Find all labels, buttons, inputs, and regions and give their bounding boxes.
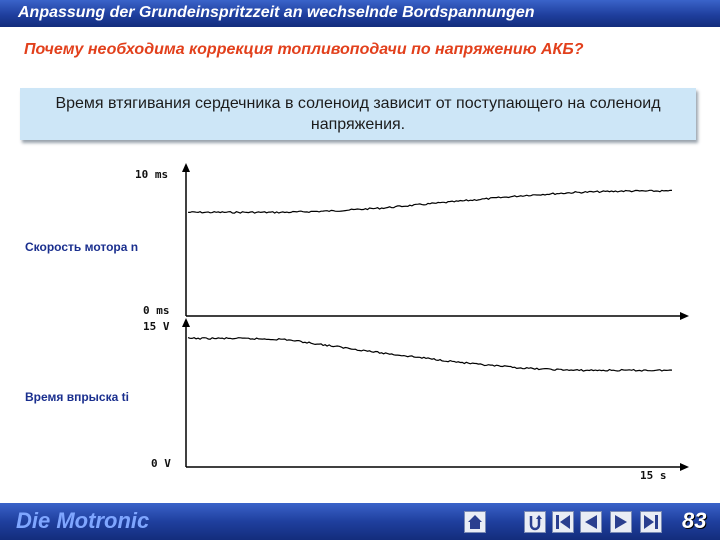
return-icon[interactable] [524,511,546,533]
first-page-icon[interactable] [552,511,574,533]
bottom-y-axis-arrow [182,318,190,327]
top-min-tick-label: 0 ms [143,304,170,317]
bottom-series-label: Время впрыска ti [25,390,129,404]
home-icon[interactable] [464,511,486,533]
previous-page-icon[interactable] [580,511,602,533]
bottom-max-tick-label: 15 V [143,320,170,333]
info-box-text: Время втягивания сердечника в соленоид зависит от поступающего на соленоид напряжения. [55,95,661,133]
injection-series-line [188,338,672,372]
footer-bar [0,503,720,540]
top-max-tick-label: 10 ms [135,168,169,181]
top-x-axis-arrow [680,312,689,320]
brand-text: Die Motronic [16,508,150,533]
bottom-min-tick-label: 0 V [151,457,171,470]
last-page-icon[interactable] [640,511,662,533]
page-number: 83 [682,508,707,533]
top-y-axis-arrow [182,163,190,172]
time-end-tick-label: 15 s [640,469,667,482]
next-page-icon[interactable] [610,511,632,533]
top-series-label: Скорость мотора n [25,240,139,254]
bottom-x-axis-arrow [680,463,689,471]
slide-title: Anpassung der Grundeinspritzzeit an wechselnde Bordspannungen [18,4,535,21]
speed-series-line [188,190,672,213]
slide-question: Почему необходима коррекция топливоподачи по напряжению АКБ? [24,41,584,58]
